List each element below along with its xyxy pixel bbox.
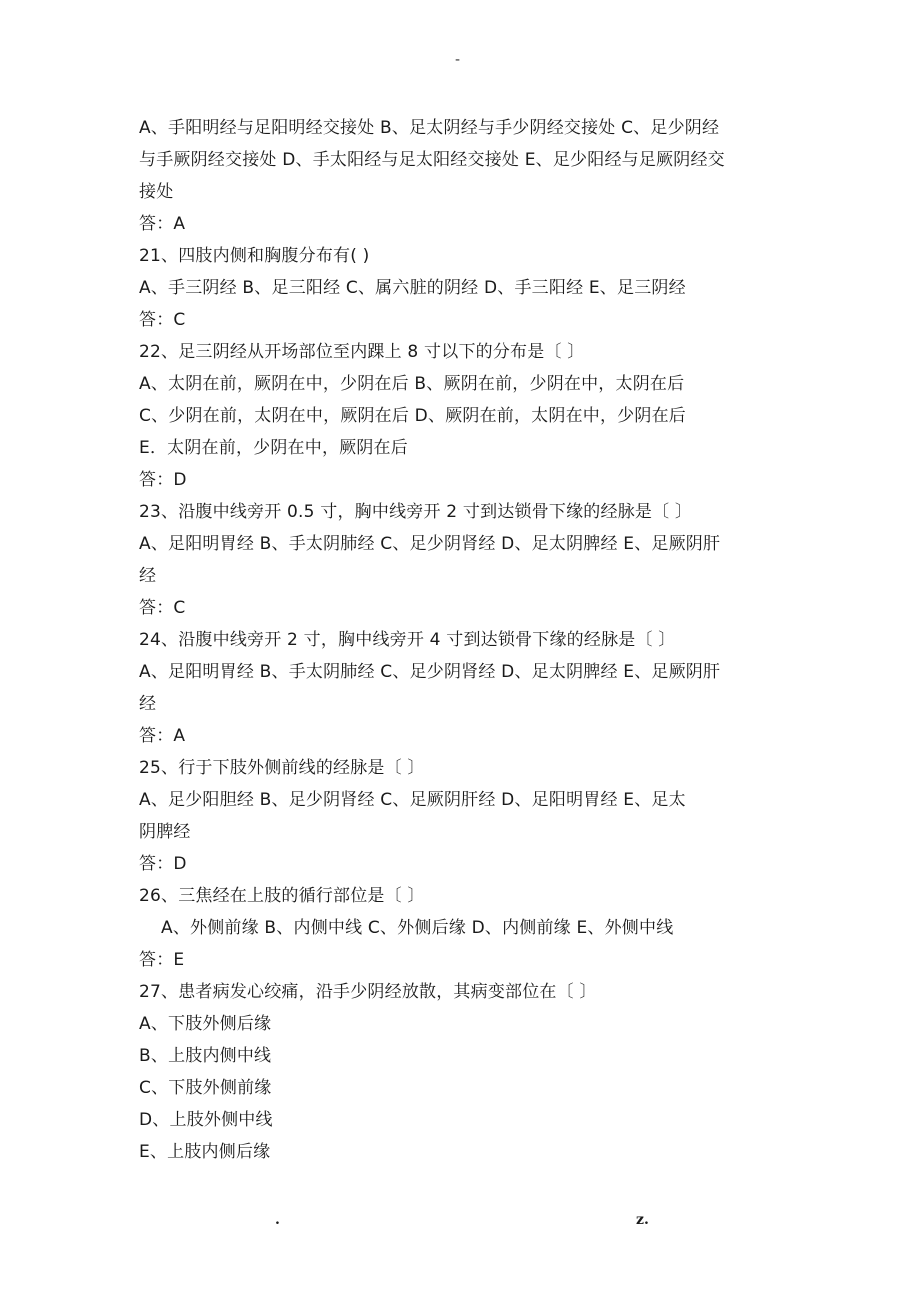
document-body	[139, 112, 784, 1168]
question-line: 21、四肢内侧和胸腹分布有( )	[139, 246, 370, 266]
option-line: A、下肢外侧后缘	[139, 1014, 272, 1034]
question-line: 22、足三阴经从开场部位至内踝上 8 寸以下的分布是〔 〕	[139, 342, 585, 362]
option-line: C、下肢外侧前缘	[139, 1078, 272, 1098]
options-line: C、少阴在前，太阴在中，厥阴在后 D、厥阴在前，太阴在中，少阴在后	[139, 406, 686, 426]
footer-left-mark: .	[275, 1212, 280, 1228]
text-line: A、手阳明经与足阳明经交接处 B、足太阴经与手少阴经交接处 C、足少阴经	[139, 118, 720, 138]
answer-line: 答：D	[139, 470, 187, 490]
footer-right-mark: z.	[636, 1212, 649, 1228]
options-line: A、太阴在前，厥阴在中，少阴在后 B、厥阴在前，少阴在中，太阴在后	[139, 374, 685, 394]
question-line: 27、患者病发心绞痛，沿手少阴经放散，其病变部位在〔 〕	[139, 982, 597, 1002]
answer-line: 答：A	[139, 726, 186, 746]
options-line: 阴脾经	[139, 822, 191, 842]
options-line: 经	[139, 694, 157, 714]
options-line: 经	[139, 566, 157, 586]
text-line: 与手厥阴经交接处 D、手太阳经与足太阳经交接处 E、足少阳经与足厥阴经交	[139, 150, 725, 170]
option-line: B、上肢内侧中线	[139, 1046, 272, 1066]
option-line: E、上肢内侧后缘	[139, 1142, 271, 1162]
text-line: 接处	[139, 182, 174, 202]
options-line: A、足少阳胆经 B、足少阴肾经 C、足厥阴肝经 D、足阳明胃经 E、足太	[139, 790, 686, 810]
question-line: 26、三焦经在上肢的循行部位是〔 〕	[139, 886, 425, 906]
question-line: 24、沿腹中线旁开 2 寸，胸中线旁开 4 寸到达锁骨下缘的经脉是〔 〕	[139, 630, 676, 650]
answer-line: 答：C	[139, 310, 186, 330]
options-line: A、外侧前缘 B、内侧中线 C、外侧后缘 D、内侧前缘 E、外侧中线	[161, 918, 674, 938]
answer-line: 答：E	[139, 950, 185, 970]
answer-line: 答：C	[139, 598, 186, 618]
options-line: E．太阴在前，少阴在中，厥阴在后	[139, 438, 408, 458]
options-line: A、手三阴经 B、足三阳经 C、属六脏的阴经 D、手三阳经 E、足三阴经	[139, 278, 686, 298]
question-line: 23、沿腹中线旁开 0.5 寸，胸中线旁开 2 寸到达锁骨下缘的经脉是〔 〕	[139, 502, 693, 522]
options-line: A、足阳明胃经 B、手太阴肺经 C、足少阴肾经 D、足太阴脾经 E、足厥阴肝	[139, 534, 721, 554]
answer-line: 答：A	[139, 214, 186, 234]
options-line: A、足阳明胃经 B、手太阴肺经 C、足少阴肾经 D、足太阴脾经 E、足厥阴肝	[139, 662, 721, 682]
answer-line: 答：D	[139, 854, 187, 874]
question-line: 25、行于下肢外侧前线的经脉是〔 〕	[139, 758, 425, 778]
option-line: D、上肢外侧中线	[139, 1110, 273, 1130]
header-mark: -	[455, 52, 461, 68]
